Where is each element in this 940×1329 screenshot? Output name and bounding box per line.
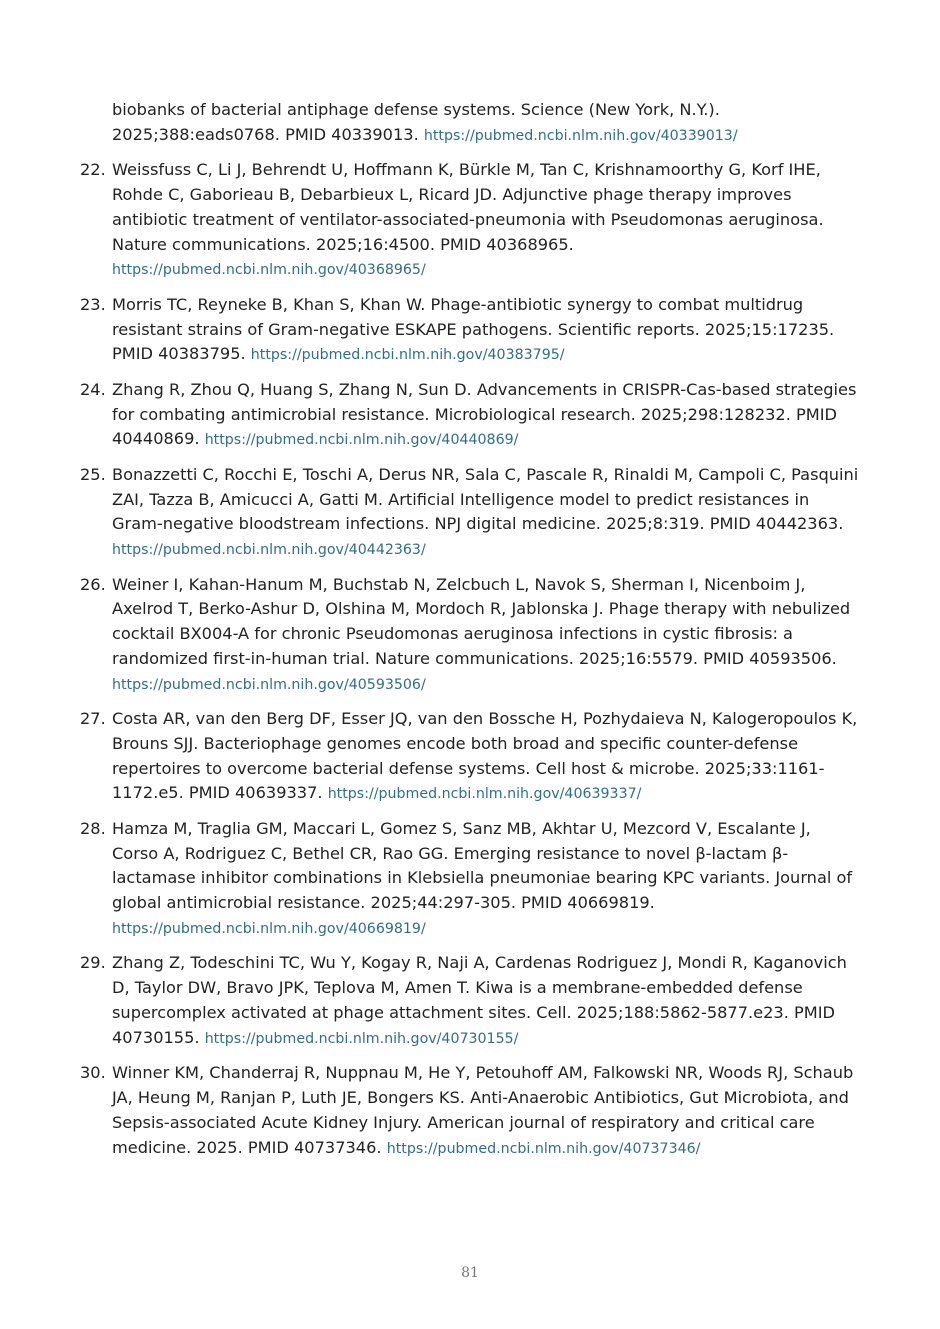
reference-item-27	[80, 707, 860, 807]
reference-item-24	[80, 378, 860, 453]
reference-text: Zhang R, Zhou Q, Huang S, Zhang N, Sun D. Advancements in CRISPR-Cas-based strategies for combating antimicrobial resistance. Microbiological research. 2025;298:128232. PMID 40440869.	[112, 379, 857, 449]
reference-number: 29.	[80, 953, 106, 973]
reference-text: Bonazzetti C, Rocchi E, Toschi A, Derus NR, Sala C, Pascale R, Rinaldi M, Campoli C, Pasquini ZAI, Tazza B, Amicucci A, Gatti M. Artificial Intelligence model to predict resistances in Gram-negative bloodstream infections. NPJ digital medicine. 2025;8:319. PMID 40442363.	[112, 464, 859, 534]
pubmed-link[interactable]: https://pubmed.ncbi.nlm.nih.gov/40669819/	[112, 921, 426, 938]
reference-item-22	[80, 158, 860, 283]
page-number: 81	[461, 1265, 479, 1281]
reference-item-29	[80, 951, 860, 1051]
reference-number: 25.	[80, 464, 106, 484]
reference-number: 24.	[80, 379, 106, 399]
reference-item-30	[80, 1061, 860, 1161]
pubmed-link[interactable]: https://pubmed.ncbi.nlm.nih.gov/40339013/	[423, 127, 738, 144]
reference-text: Costa AR, van den Berg DF, Esser JQ, van den Bossche H, Pozhydaieva N, Kalogeropoulos K, Brouns SJJ. Bacteriophage genomes encode both broad and specific counter-defense repertoires to overcome bacterial defense systems. Cell host & microbe. 2025;33:1161-1172.e5. PMID 40639337.	[112, 709, 858, 803]
reference-number: 23.	[80, 294, 106, 314]
pubmed-link[interactable]: https://pubmed.ncbi.nlm.nih.gov/40440869/	[204, 432, 519, 449]
pubmed-link[interactable]: https://pubmed.ncbi.nlm.nih.gov/40383795/	[250, 347, 565, 364]
reference-text: biobanks of bacterial antiphage defense systems. Science (New York, N.Y.). 2025;388:eads0768. PMID 40339013.	[112, 100, 720, 144]
reference-text: Weissfuss C, Li J, Behrendt U, Hoffmann K, Bürkle M, Tan C, Krishnamoorthy G, Korf IHE, Rohde C, Gaborieau B, Debarbieux L, Ricard JD. Adjunctive phage therapy improves antibiotic treatment of ventilator-associated-pneumonia with Pseudomonas aeruginosa. Nature communications. 2025;16:4500. PMID 40368965.	[112, 160, 824, 254]
reference-text: Morris TC, Reyneke B, Khan S, Khan W. Phage-antibiotic synergy to combat multidrug resistant strains of Gram-negative ESKAPE pathogens. Scientific reports. 2025;15:17235. PMID 40383795.	[112, 294, 835, 364]
reference-number: 30.	[80, 1063, 106, 1083]
reference-number: 22.	[80, 160, 106, 180]
pubmed-link[interactable]: https://pubmed.ncbi.nlm.nih.gov/40368965/	[112, 262, 426, 279]
reference-text: Weiner I, Kahan-Hanum M, Buchstab N, Zelcbuch L, Navok S, Sherman I, Nicenboim J, Axelrod T, Berko-Ashur D, Olshina M, Mordoch R, Jablonska J. Phage therapy with nebulized cocktail BX004-A for chronic Pseudomonas aeruginosa infections in cystic fibrosis: a randomized first-in-human trial. Nature communications. 2025;16:5579. PMID 40593506.	[112, 574, 851, 668]
pubmed-link[interactable]: https://pubmed.ncbi.nlm.nih.gov/40639337/	[327, 786, 642, 803]
reference-number: 28.	[80, 818, 106, 838]
reference-text: Winner KM, Chanderraj R, Nuppnau M, He Y, Petouhoff AM, Falkowski NR, Woods RJ, Schaub JA, Heung M, Ranjan P, Luth JE, Bongers KS. Anti-Anaerobic Antibiotics, Gut Microbiota, and Sepsis-associated Acute Kidney Injury. American journal of respiratory and critical care medicine. 2025. PMID 40737346.	[112, 1063, 854, 1157]
pubmed-link[interactable]: https://pubmed.ncbi.nlm.nih.gov/40730155/	[204, 1030, 519, 1047]
pubmed-link[interactable]: https://pubmed.ncbi.nlm.nih.gov/40593506/	[112, 676, 426, 693]
reference-item-23	[80, 293, 860, 368]
pubmed-link[interactable]: https://pubmed.ncbi.nlm.nih.gov/40737346/	[386, 1140, 701, 1157]
reference-list	[80, 98, 860, 1171]
reference-item-28	[80, 817, 860, 942]
reference-text: Hamza M, Traglia GM, Maccari L, Gomez S, Sanz MB, Akhtar U, Mezcord V, Escalante J, Corso A, Rodriguez C, Bethel CR, Rao GG. Emerging resistance to novel β-lactam β-lactamase inhibitor combinations in Klebsiella pneumoniae bearing KPC variants. Journal of global antimicrobial resistance. 2025;44:297-305. PMID 40669819.	[112, 818, 853, 913]
reference-number: 26.	[80, 574, 106, 594]
reference-item-26	[80, 573, 860, 698]
pubmed-link[interactable]: https://pubmed.ncbi.nlm.nih.gov/40442363/	[112, 542, 426, 559]
reference-number: 27.	[80, 709, 106, 729]
reference-text: Zhang Z, Todeschini TC, Wu Y, Kogay R, Naji A, Cardenas Rodriguez J, Mondi R, Kaganovich D, Taylor DW, Bravo JPK, Teplova M, Amen T. Kiwa is a membrane-embedded defense supercomplex activated at phage attachment sites. Cell. 2025;188:5862-5877.e23. PMID 40730155.	[112, 953, 847, 1047]
reference-item-25	[80, 463, 860, 563]
reference-item-21-continued	[80, 98, 860, 149]
